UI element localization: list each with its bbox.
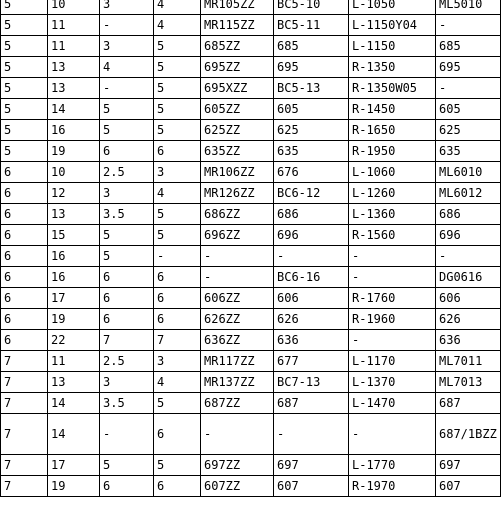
table-cell: 636 [436,330,501,351]
table-row [1,225,501,246]
table-cell: BC7-13 [274,372,349,393]
table-cell: R-1560 [349,225,436,246]
table-row [1,78,501,99]
table-cell: 7 [1,351,48,372]
table-cell: R-1350 [349,57,436,78]
table-cell: - [154,246,201,267]
table-cell: 7 [1,393,48,414]
table-cell: 696 [436,225,501,246]
table-cell: 11 [48,351,100,372]
table-cell: - [201,267,274,288]
table-cell: 5 [154,57,201,78]
table-cell: BC5-10 [274,0,349,15]
table-cell: 4 [100,57,154,78]
table-row [1,141,501,162]
table-row [1,372,501,393]
table-cell: 686 [436,204,501,225]
table-cell: - [349,330,436,351]
table-cell: 635 [274,141,349,162]
table-cell: 10 [48,162,100,183]
table-cell: L-1170 [349,351,436,372]
table-cell: 685 [436,36,501,57]
table-cell: L-1150Y04 [349,15,436,36]
table-cell: 686ZZ [201,204,274,225]
table-cell: 5 [1,15,48,36]
table-row [1,120,501,141]
table-cell: - [436,78,501,99]
table-cell: 13 [48,78,100,99]
table-cell: 5 [100,99,154,120]
table-cell: BC5-13 [274,78,349,99]
table-cell: 697 [436,455,501,476]
table-cell: 5 [1,57,48,78]
table-cell: 2.5 [100,351,154,372]
table-cell: 7 [154,330,201,351]
table-cell: 626 [274,309,349,330]
table-cell: R-1450 [349,99,436,120]
table-row [1,351,501,372]
table-cell: 5 [1,0,48,15]
table-cell: 676 [274,162,349,183]
table-cell: 6 [1,225,48,246]
table-cell: 7 [1,414,48,455]
table-cell: 6 [154,309,201,330]
table-cell: 5 [100,246,154,267]
table-cell: R-1650 [349,120,436,141]
table-cell: 5 [1,36,48,57]
table-cell: MR106ZZ [201,162,274,183]
table-cell: 606 [274,288,349,309]
table-cell: 3 [100,36,154,57]
table-cell: L-1370 [349,372,436,393]
table-cell: 5 [154,225,201,246]
table-cell: 14 [48,414,100,455]
table-cell: 5 [154,36,201,57]
table-row [1,246,501,267]
table-cell: 606ZZ [201,288,274,309]
table-cell: 12 [48,183,100,204]
table-cell: 697 [274,455,349,476]
table-cell: MR105ZZ [201,0,274,15]
table-cell: R-1960 [349,309,436,330]
table-cell: - [100,414,154,455]
table-cell: 6 [154,476,201,497]
table-cell: - [349,246,436,267]
table-cell: 13 [48,204,100,225]
table-cell: 17 [48,455,100,476]
table-cell: 17 [48,288,100,309]
table-cell: 5 [154,99,201,120]
table-cell: 5 [154,455,201,476]
table-cell: 5 [154,204,201,225]
table-cell: 626ZZ [201,309,274,330]
table-cell: - [436,15,501,36]
table-row [1,15,501,36]
table-cell: 697ZZ [201,455,274,476]
table-cell: 5 [100,120,154,141]
table-cell: 6 [1,267,48,288]
table-cell: L-1260 [349,183,436,204]
table-cell: 607ZZ [201,476,274,497]
table-cell: 6 [100,288,154,309]
table-cell: 6 [154,414,201,455]
table-cell: 5 [1,141,48,162]
table-cell: 6 [1,288,48,309]
table-cell: 6 [1,246,48,267]
table-cell: 11 [48,15,100,36]
table-cell: R-1970 [349,476,436,497]
table-cell: 696ZZ [201,225,274,246]
table-cell: 14 [48,393,100,414]
table-cell: MR126ZZ [201,183,274,204]
table-cell: 6 [1,162,48,183]
table-cell: - [349,414,436,455]
table-cell: 2.5 [100,162,154,183]
table-cell: L-1150 [349,36,436,57]
table-cell: 685 [274,36,349,57]
table-cell: 635 [436,141,501,162]
table-cell: 695 [436,57,501,78]
table-cell: 4 [154,372,201,393]
table-cell: 15 [48,225,100,246]
table-cell: 605 [274,99,349,120]
table-cell: 10 [48,0,100,15]
table-cell: BC6-16 [274,267,349,288]
table-cell: MR115ZZ [201,15,274,36]
table-cell: ML5010 [436,0,501,15]
table-cell: 16 [48,267,100,288]
table-cell: 5 [100,225,154,246]
table-cell: 16 [48,120,100,141]
table-cell: 687ZZ [201,393,274,414]
table-cell: 5 [100,455,154,476]
table-cell: BC6-12 [274,183,349,204]
table-row [1,0,501,15]
table-cell: 4 [154,0,201,15]
table-cell: 687/1BZZ [436,414,501,455]
table-cell: 7 [100,330,154,351]
table-cell: 5 [154,393,201,414]
table-row [1,330,501,351]
table-cell: 686 [274,204,349,225]
table-cell: 3.5 [100,393,154,414]
table-cell: 6 [154,141,201,162]
table-cell: MR137ZZ [201,372,274,393]
table-cell: 19 [48,309,100,330]
table-cell: 695XZZ [201,78,274,99]
table-cell: L-1050 [349,0,436,15]
table-cell: 6 [100,476,154,497]
table-cell: 13 [48,372,100,393]
table-cell: 636 [274,330,349,351]
table-cell: 7 [1,455,48,476]
table-cell: 6 [100,141,154,162]
table-cell: L-1060 [349,162,436,183]
table-cell: 6 [1,309,48,330]
table-cell: 5 [1,99,48,120]
table-cell: R-1760 [349,288,436,309]
table-row [1,36,501,57]
table-cell: 7 [1,372,48,393]
table-cell: 22 [48,330,100,351]
table-cell: 607 [436,476,501,497]
table-cell: R-1350W05 [349,78,436,99]
table-cell: 6 [1,183,48,204]
table-cell: ML7013 [436,372,501,393]
table-cell: MR117ZZ [201,351,274,372]
table-cell: 14 [48,99,100,120]
table-cell: 11 [48,36,100,57]
table-cell: - [201,414,274,455]
table-row [1,455,501,476]
table-cell: 3 [154,351,201,372]
table-row [1,99,501,120]
table-cell: 696 [274,225,349,246]
table-cell: 636ZZ [201,330,274,351]
table-cell: 4 [154,183,201,204]
table-row [1,476,501,497]
table-cell: 13 [48,57,100,78]
table-row [1,183,501,204]
table-cell: 7 [1,476,48,497]
table-row [1,267,501,288]
table-cell: BC5-11 [274,15,349,36]
table-cell: 6 [1,330,48,351]
table-cell: 625 [274,120,349,141]
table-cell: 625 [436,120,501,141]
table-cell: 695ZZ [201,57,274,78]
table-cell: 626 [436,309,501,330]
table-cell: 687 [436,393,501,414]
table-cell: 6 [154,267,201,288]
table-cell: 3 [100,372,154,393]
table-cell: 6 [1,204,48,225]
table-cell: - [436,246,501,267]
table-cell: 677 [274,351,349,372]
table-cell: 3 [100,0,154,15]
table-cell: - [100,78,154,99]
table-row [1,162,501,183]
table-cell: 695 [274,57,349,78]
table-cell: ML6010 [436,162,501,183]
table-cell: 19 [48,476,100,497]
table-cell: - [349,267,436,288]
table-cell: 6 [100,267,154,288]
table-cell: 4 [154,15,201,36]
table-row [1,204,501,225]
table-cell: 625ZZ [201,120,274,141]
table-row [1,57,501,78]
table-cell: 5 [154,120,201,141]
table-cell: 5 [1,120,48,141]
table-cell: 3 [100,183,154,204]
table-cell: 635ZZ [201,141,274,162]
table-cell: 19 [48,141,100,162]
table-cell: 5 [1,78,48,99]
table-cell: L-1470 [349,393,436,414]
table-cell: 6 [154,288,201,309]
table-cell: 606 [436,288,501,309]
table-row [1,393,501,414]
table-cell: 605ZZ [201,99,274,120]
table-cell: 3 [154,162,201,183]
table-cell: L-1360 [349,204,436,225]
table-cell: - [100,15,154,36]
table-cell: 16 [48,246,100,267]
table-body [1,0,501,497]
table-cell: - [274,246,349,267]
table-cell: 607 [274,476,349,497]
table-cell: 5 [154,78,201,99]
table-cell: R-1950 [349,141,436,162]
table-cell: 685ZZ [201,36,274,57]
table-cell: ML6012 [436,183,501,204]
table-cell: 6 [100,309,154,330]
table-row [1,414,501,455]
table-cell: 687 [274,393,349,414]
table-row [1,288,501,309]
table-row [1,309,501,330]
table-cell: L-1770 [349,455,436,476]
table-cell: 605 [436,99,501,120]
table-cell: - [274,414,349,455]
table-cell: DG0616 [436,267,501,288]
table-cell: - [201,246,274,267]
table-cell: ML7011 [436,351,501,372]
table-cell: 3.5 [100,204,154,225]
